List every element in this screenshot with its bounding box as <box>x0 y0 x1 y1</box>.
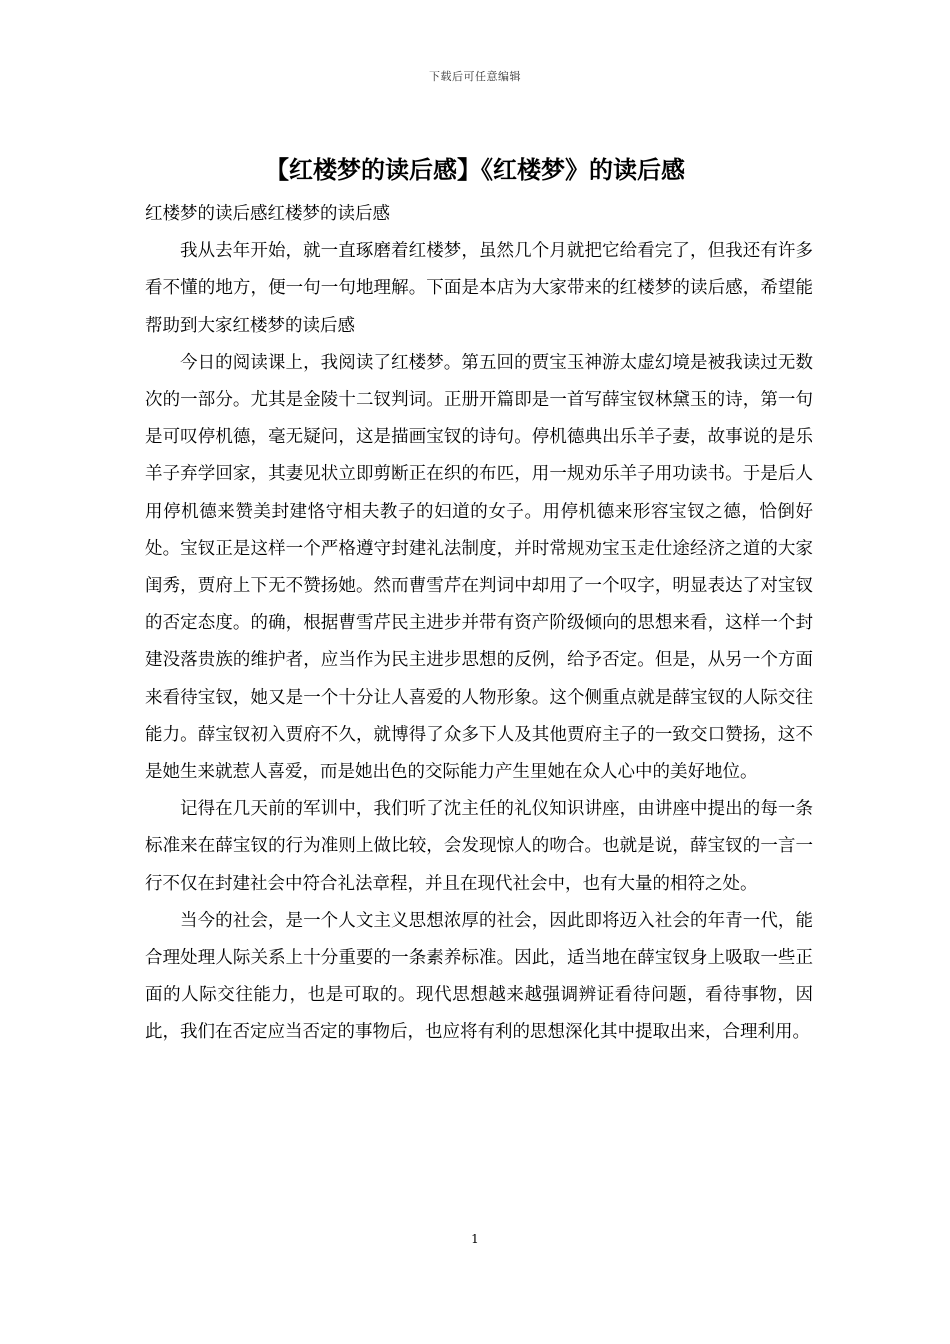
page-header: 下载后可任意编辑 <box>429 70 521 83</box>
paragraph-3: 记得在几天前的军训中，我们听了沈主任的礼仪知识讲座，由讲座中提出的每一条标准来在薛宝钗的行为准则上做比较，会发现惊人的吻合。也就是说，薛宝钗的一言一行不仅在封建社会中符合礼法章程，并且在现代社会中，也有大量的相符之处。 <box>145 799 813 894</box>
paragraph-4: 当今的社会，是一个人文主义思想浓厚的社会，因此即将迈入社会的年青一代，能合理处理人际关系上十分重要的一条素养标准。因此，适当地在薛宝钗身上吸取一些正面的人际交往能力，也是可取的。现代思想越来越强调辨证看待问题，看待事物，因此，我们在否定应当否定的事物后，也应将有利的思想深化其中提取出来，合理利用。 <box>145 910 813 1043</box>
document-title: 【红楼梦的读后感】《红楼梦》的读后感 <box>265 155 685 184</box>
document-subtitle: 红楼梦的读后感红楼梦的读后感 <box>145 204 390 224</box>
paragraph-2: 今日的阅读课上，我阅读了红楼梦。第五回的贾宝玉神游太虚幻境是被我读过无数次的一部分。尤其是金陵十二钗判词。正册开篇即是一首写薛宝钗林黛玉的诗，第一句是可叹停机德，毫无疑问，这是描画宝钗的诗句。停机德典出乐羊子妻，故事说的是乐羊子弃学回家，其妻见状立即剪断正在织的布匹，用一规劝乐羊子用功读书。于是后人用停机德来赞美封建恪守相夫教子的妇道的女子。用停机德来形容宝钗之德，恰倒好处。宝钗正是这样一个严格遵守封建礼法制度，并时常规劝宝玉走仕途经济之道的大家闺秀，贾府上下无不赞扬她。然而曹雪芹在判词中却用了一个叹字，明显表达了对宝钗的否定态度。的确，根据曹雪芹民主进步并带有资产阶级倾向的思想来看，这样一个封建没落贵族的维护者，应当作为民主进步思想的反例，给予否定。但是，从另一个方面来看待宝钗，她又是一个十分让人喜爱的人物形象。这个侧重点就是薛宝钗的人际交往能力。薛宝钗初入贾府不久，就博得了众多下人及其他贾府主子的一致交口赞扬，这不是她生来就惹人喜爱，而是她出色的交际能力产生里她在众人心中的美好地位。 <box>145 352 813 783</box>
document-body <box>145 196 813 1052</box>
page-number: 1 <box>471 1232 479 1246</box>
paragraph-1: 我从去年开始，就一直琢磨着红楼梦，虽然几个月就把它给看完了，但我还有许多看不懂的地方，便一句一句地理解。下面是本店为大家带来的红楼梦的读后感，希望能帮助到大家红楼梦的读后感 <box>145 241 813 336</box>
